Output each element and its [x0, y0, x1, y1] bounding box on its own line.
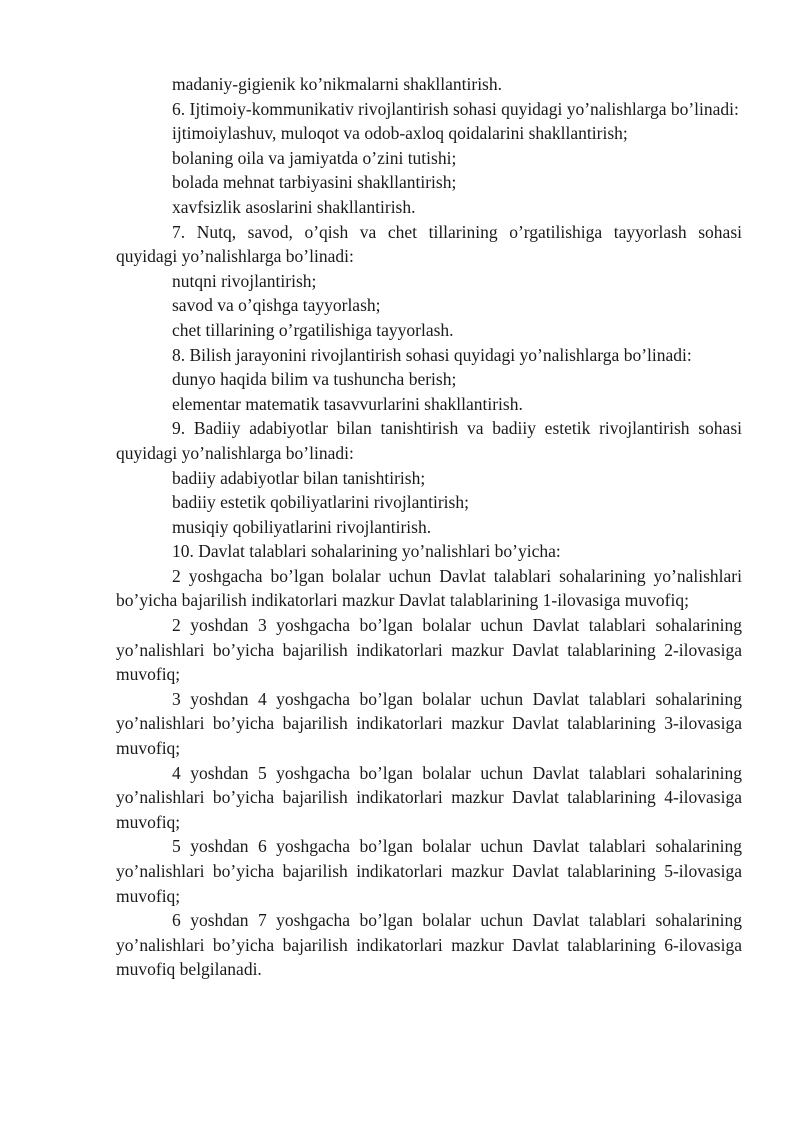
body-paragraph: 2 yoshdan 3 yoshgacha bo’lgan bolalar uchun Davlat talablari sohalarining yo’nalishlari bo’yicha bajarilish indikatorlari mazkur Davlat talablarining 2-ilovasiga muvofiq; [116, 615, 742, 685]
list-item: madaniy-gigienik ko’nikmalarni shakllantirish. [172, 74, 502, 94]
body-paragraph: 3 yoshdan 4 yoshgacha bo’lgan bolalar uchun Davlat talablari sohalarining yo’nalishlari bo’yicha bajarilish indikatorlari mazkur Davlat talablarining 3-ilovasiga muvofiq; [116, 688, 742, 759]
section-heading-paragraph: 9. Badiiy adabiyotlar bilan tanishtirish va badiiy estetik rivojlantirish sohasi quyidagi yo’nalishlarga bo’linadi: [116, 418, 742, 463]
list-item: bolada mehnat tarbiyasini shakllantirish; [172, 172, 457, 193]
body-paragraph: 6 yoshdan 7 yoshgacha bo’lgan bolalar uchun Davlat talablari sohalarining yo’nalishlari bo’yicha bajarilish indikatorlari mazkur Davlat talablarining 6-ilovasiga muvofiq belgilanadi. [116, 910, 742, 980]
section-heading-paragraph: 7. Nutq, savod, o’qish va chet tillarining o’rgatilishiga tayyorlash sohasi quyidagi yo’nalishlarga bo’linadi: [116, 221, 742, 267]
list-item: dunyo haqida bilim va tushuncha berish; [172, 369, 457, 390]
list-item: chet tillarining o’rgatilishiga tayyorlash. [172, 319, 454, 340]
section-heading-paragraph: 6. Ijtimoiy-kommunikativ rivojlantirish sohasi quyidagi yo’nalishlarga bo’linadi: [172, 98, 739, 119]
list-item: bolaning oila va jamiyatda o’zini tutishi; [172, 147, 457, 168]
body-paragraph: 4 yoshdan 5 yoshgacha bo’lgan bolalar uchun Davlat talablari sohalarining yo’nalishlari bo’yicha bajarilish indikatorlari mazkur Davlat talablarining 4-ilovasiga muvofiq; [116, 762, 742, 832]
list-item: xavfsizlik asoslarini shakllantirish. [172, 196, 416, 217]
body-paragraph: 2 yoshgacha bo’lgan bolalar uchun Davlat talablari sohalarining yo’nalishlari bo’yicha bajarilish indikatorlari mazkur Davlat talablarining 1-ilovasiga muvofiq; [116, 565, 742, 611]
list-item: badiiy adabiyotlar bilan tanishtirish; [172, 467, 426, 488]
list-item: savod va o’qishga tayyorlash; [172, 295, 381, 316]
section-heading-paragraph: 8. Bilish jarayonini rivojlantirish sohasi quyidagi yo’nalishlarga bo’linadi: [172, 344, 692, 365]
document-page [116, 72, 742, 982]
list-item: ijtimoiylashuv, muloqot va odob-axloq qoidalarini shakllantirish; [172, 123, 628, 144]
list-item: badiiy estetik qobiliyatlarini rivojlantirish; [172, 492, 469, 513]
list-item: musiqiy qobiliyatlarini rivojlantirish. [172, 516, 432, 537]
body-paragraph: 5 yoshdan 6 yoshgacha bo’lgan bolalar uchun Davlat talablari sohalarining yo’nalishlari bo’yicha bajarilish indikatorlari mazkur Davlat talablarining 5-ilovasiga muvofiq; [116, 836, 742, 906]
list-item: elementar matematik tasavvurlarini shakllantirish. [172, 393, 523, 414]
section-heading-paragraph: 10. Davlat talablari sohalarining yo’nalishlari bo’yicha: [172, 541, 561, 562]
list-item: nutqni rivojlantirish; [172, 270, 317, 291]
